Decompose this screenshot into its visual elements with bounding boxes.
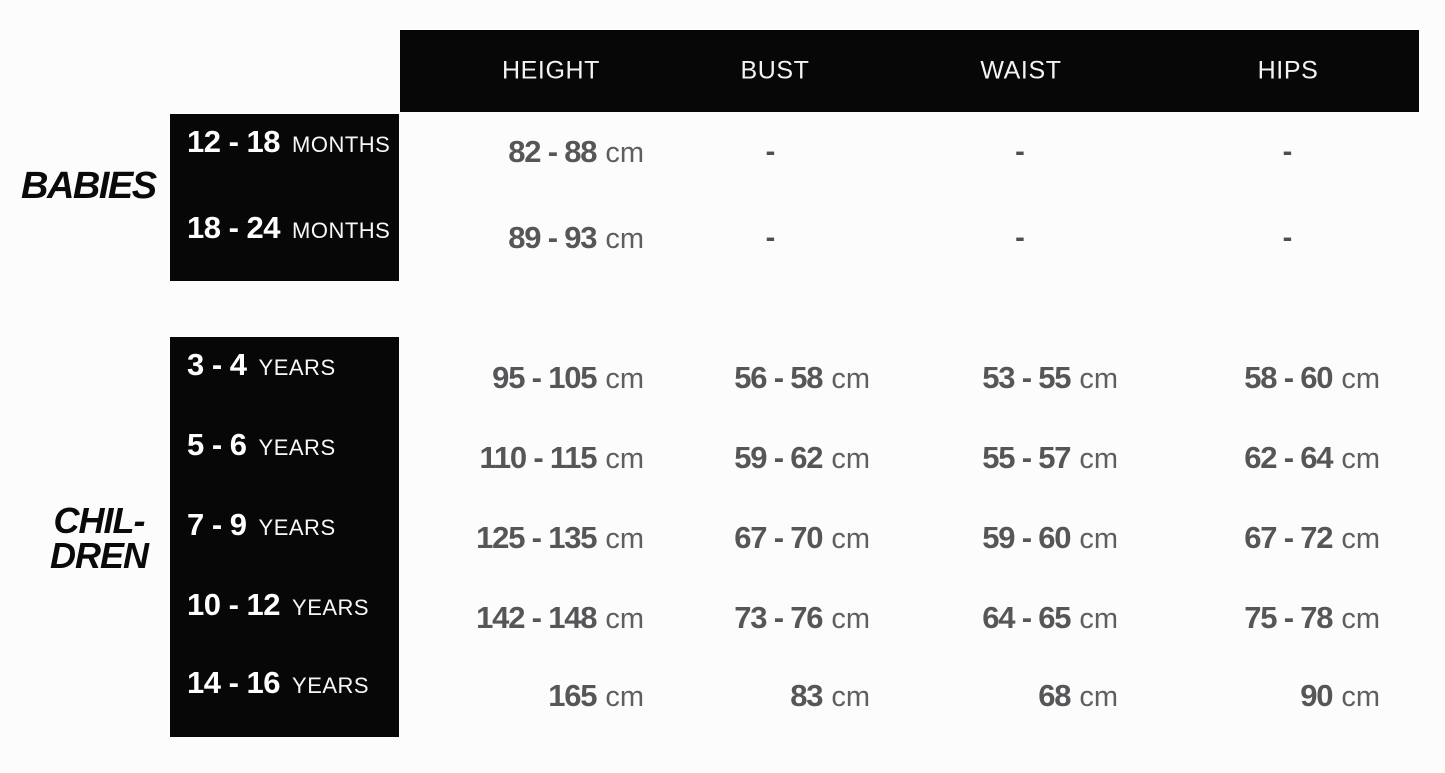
cm-unit: cm	[831, 681, 870, 713]
cm-unit: cm	[605, 681, 644, 713]
height-value: 165	[548, 678, 597, 713]
size-label-cell	[170, 206, 400, 250]
bust-cell	[655, 436, 910, 480]
height-cell	[400, 356, 655, 400]
height-value: 89 - 93	[508, 220, 597, 255]
hips-value: 58 - 60	[1244, 360, 1333, 395]
bust-cell	[655, 674, 910, 718]
height-value: 110 - 115	[479, 440, 597, 475]
cm-unit: cm	[1079, 363, 1118, 395]
cm-unit: cm	[831, 443, 870, 475]
hips-cell	[1160, 130, 1415, 174]
size-unit: YEARS	[292, 673, 370, 698]
cm-unit: cm	[1079, 603, 1118, 635]
cm-unit: cm	[1341, 523, 1380, 555]
section-label-children-line1: CHIL-	[53, 500, 145, 541]
section-label-children-line2: DREN	[49, 535, 148, 576]
size-unit: YEARS	[258, 515, 336, 540]
waist-value: -	[1015, 136, 1025, 168]
cm-unit: cm	[1341, 681, 1380, 713]
table-row-babies-12-18	[170, 120, 1419, 169]
cm-unit: cm	[831, 523, 870, 555]
size-label-cell	[170, 661, 400, 705]
cm-unit: cm	[1341, 603, 1380, 635]
cm-unit: cm	[605, 137, 644, 169]
column-header-waist: WAIST	[980, 56, 1062, 85]
cm-unit: cm	[605, 363, 644, 395]
cm-unit: cm	[1341, 443, 1380, 475]
waist-value: 55 - 57	[982, 440, 1071, 475]
waist-cell	[910, 596, 1164, 640]
section-label-babies: BABIES	[21, 165, 156, 207]
hips-cell	[1164, 674, 1419, 718]
hips-cell	[1164, 356, 1419, 400]
bust-value: 67 - 70	[734, 520, 823, 555]
hips-cell	[1164, 516, 1419, 560]
waist-value: -	[1015, 222, 1025, 254]
hips-value: -	[1282, 222, 1293, 254]
table-row-children-14-16	[170, 661, 1419, 713]
size-unit: YEARS	[292, 595, 370, 620]
waist-cell	[910, 436, 1164, 480]
waist-cell	[893, 130, 1147, 174]
bust-value: 56 - 58	[734, 360, 823, 395]
bust-cell	[643, 216, 898, 260]
bust-value: 59 - 62	[734, 440, 823, 475]
cm-unit: cm	[1079, 681, 1118, 713]
bust-value: -	[765, 222, 776, 254]
table-row-children-7-9	[170, 503, 1419, 555]
waist-value: 59 - 60	[982, 520, 1071, 555]
hips-cell	[1160, 216, 1415, 260]
bust-value: 73 - 76	[734, 600, 823, 635]
table-row-babies-18-24	[170, 206, 1419, 255]
height-cell	[400, 436, 655, 480]
column-header-height: HEIGHT	[501, 56, 601, 85]
waist-value: 53 - 55	[982, 360, 1071, 395]
size-label-cell	[170, 120, 400, 164]
hips-value: 90	[1300, 678, 1333, 713]
bust-cell	[643, 130, 898, 174]
height-cell	[400, 596, 655, 640]
table-row-children-5-6	[170, 423, 1419, 475]
waist-cell	[910, 356, 1164, 400]
size-range: 10 - 12	[187, 587, 281, 622]
cm-unit: cm	[1079, 443, 1118, 475]
cm-unit: cm	[605, 603, 644, 635]
hips-cell	[1164, 596, 1419, 640]
section-label-children	[38, 500, 160, 576]
hips-cell	[1164, 436, 1419, 480]
height-value: 82 - 88	[508, 134, 597, 169]
size-range: 7 - 9	[187, 507, 247, 542]
waist-cell	[910, 516, 1164, 560]
height-cell	[400, 674, 655, 718]
size-range: 18 - 24	[187, 210, 281, 245]
size-range: 5 - 6	[187, 427, 247, 462]
size-range: 14 - 16	[187, 665, 281, 700]
waist-value: 68	[1038, 678, 1071, 713]
hips-value: 62 - 64	[1244, 440, 1333, 475]
height-value: 95 - 105	[492, 360, 597, 395]
height-value: 142 - 148	[476, 600, 597, 635]
waist-value: 64 - 65	[982, 600, 1071, 635]
cm-unit: cm	[1079, 523, 1118, 555]
height-value: 125 - 135	[476, 520, 597, 555]
size-unit: MONTHS	[292, 218, 391, 243]
bust-value: 83	[790, 678, 823, 713]
bust-cell	[655, 516, 910, 560]
size-label-cell	[170, 503, 400, 547]
bust-value: -	[765, 136, 776, 168]
size-unit: YEARS	[258, 435, 336, 460]
size-unit: YEARS	[258, 355, 336, 380]
height-cell	[400, 516, 655, 560]
hips-value: -	[1282, 136, 1293, 168]
table-header	[400, 30, 1419, 112]
table-row-children-3-4	[170, 343, 1419, 395]
column-header-bust: BUST	[740, 56, 810, 85]
hips-value: 75 - 78	[1244, 600, 1333, 635]
table-row-children-10-12	[170, 583, 1419, 635]
size-range: 3 - 4	[187, 347, 247, 382]
column-header-hips: HIPS	[1257, 56, 1319, 85]
bust-cell	[655, 596, 910, 640]
bust-cell	[655, 356, 910, 400]
cm-unit: cm	[605, 223, 644, 255]
cm-unit: cm	[1341, 363, 1380, 395]
waist-cell	[910, 674, 1164, 718]
size-label-cell	[170, 343, 400, 387]
height-cell	[400, 130, 655, 174]
size-label-cell	[170, 583, 400, 627]
size-label-cell	[170, 423, 400, 467]
cm-unit: cm	[605, 523, 644, 555]
height-cell	[400, 216, 655, 260]
cm-unit: cm	[831, 603, 870, 635]
waist-cell	[893, 216, 1147, 260]
size-unit: MONTHS	[292, 132, 391, 157]
cm-unit: cm	[831, 363, 870, 395]
cm-unit: cm	[605, 443, 644, 475]
hips-value: 67 - 72	[1244, 520, 1333, 555]
size-range: 12 - 18	[187, 124, 281, 159]
